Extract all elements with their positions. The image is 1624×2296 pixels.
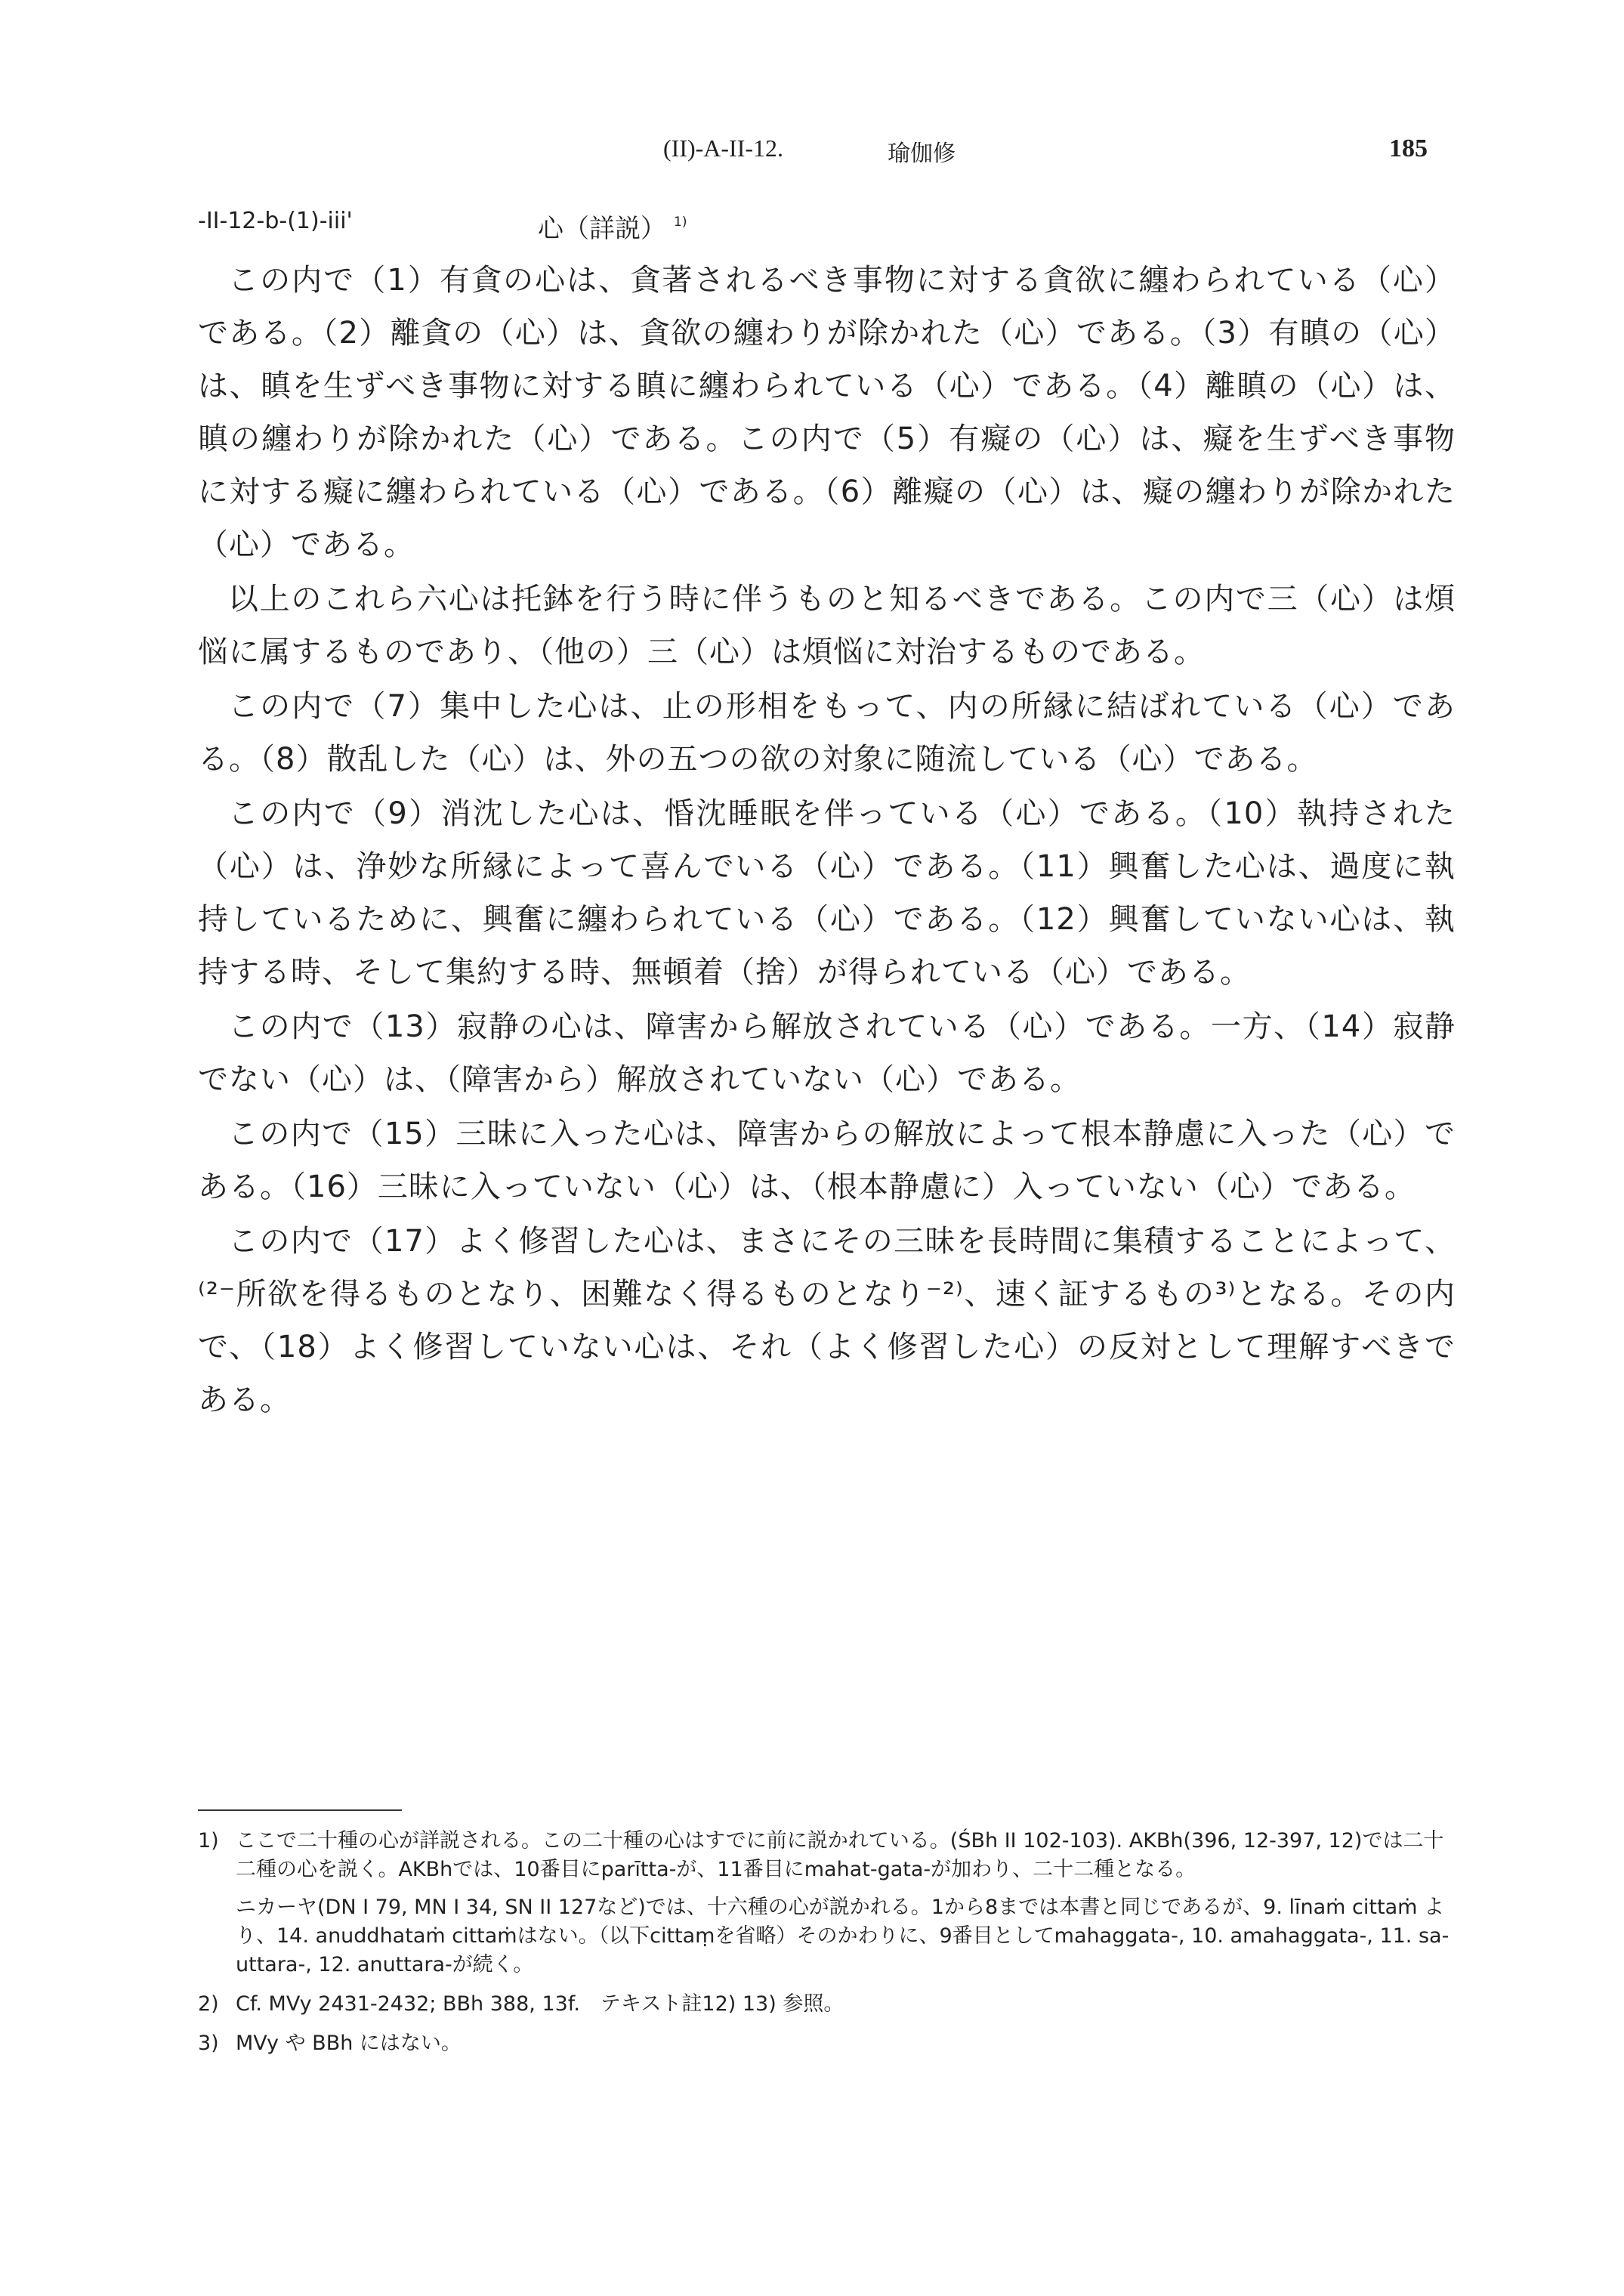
paragraph: この内で（9）消沈した心は、惛沈睡眠を伴っている（心）である。（10）執持された（心）は、浄妙な所縁によって喜んでいる（心）である。（11）興奮した心は、過度に執持しているために、興奮に纏わられている（心）である。（12）興奮していない心は、執持する時、そして集約する時、無頓着（捨）が得られている（心）である。 xyxy=(198,796,1456,990)
footnote-number: 3) xyxy=(198,2032,219,2055)
page-number: 185 xyxy=(1389,134,1428,162)
footnote-text: Cf. MVy 2431-2432; BBh 388, 13f. テキスト註12) 13) 参照。 xyxy=(236,1992,844,2016)
running-head-code: (II)-A-II-12. xyxy=(663,134,784,162)
paragraph: 以上のこれら六心は托鉢を行う時に伴うものと知るべきである。この内で三（心）は煩悩に属するものであり、（他の）三（心）は煩悩に対治するものである。 xyxy=(198,582,1456,669)
footnote-text: ここで二十種の心が詳説される。この二十種の心はすでに前に説かれている。(ŚBh II 102-103). AKBh(396, 12-397, 12)では二十二種の心を説く。AKBhでは、10番目にparītta-が、11番目にmahat-gata-が加わり、二十二種となる。 xyxy=(236,1829,1444,1881)
footnote-number: 2) xyxy=(198,1992,219,2016)
footnote-text: MVy や BBh にはない。 xyxy=(236,2032,462,2055)
footnote-ref[interactable]: 1) xyxy=(674,215,687,230)
footnote-divider xyxy=(198,1809,402,1811)
paragraph: この内で（1）有貪の心は、貪著されるべき事物に対する貪欲に纏わられている（心）である。（2）離貪の（心）は、貪欲の纏わりが除かれた（心）である。（3）有瞋の（心）は、瞋を生ずべき事物に対する瞋に纏わられている（心）である。（4）離瞋の（心）は、瞋の纏わりが除かれた（心）である。この内で（5）有癡の（心）は、癡を生ずべき事物に対する癡に纏わられている（心）である。（6）離癡の（心）は、癡の纏わりが除かれた（心）である。 xyxy=(198,263,1456,562)
running-head xyxy=(650,134,1428,172)
paragraph: この内で（17）よく修習した心は、まさにその三昧を長時間に集積することによって、⁽²⁻所欲を得るものとなり、困難なく得るものとなり⁻²⁾、速く証するもの³⁾となる。その内で、（18）よく修習していない心は、それ（よく修習した心）の反対として理解すべきである。 xyxy=(198,1224,1456,1417)
footnote-number: 1) xyxy=(198,1829,219,1853)
section-code: -II-12-b-(1)-iii' xyxy=(198,208,353,234)
section-title xyxy=(538,208,687,245)
footnote xyxy=(198,2029,1459,2058)
running-head-title: 瑜伽修 xyxy=(888,141,956,167)
footnote-continuation: ニカーヤ(DN I 79, MN I 34, SN II 127など)では、十六種の心が説かれる。1から8までは本書と同じであるが、9. līnaṁ cittaṁ より、14. anuddhataṁ cittaṁはない。（以下cittaṃを省略）そのかわりに、9番目としてmahaggata-, 10. amahaggata-, 11. sa-uttara-, 12. anuttara-が続く。 xyxy=(236,1896,1450,1976)
body-text xyxy=(198,254,1456,1428)
footnote xyxy=(198,1827,1459,1979)
paragraph: この内で（15）三昧に入った心は、障害からの解放によって根本静慮に入った（心）である。（16）三昧に入っていない（心）は、（根本静慮に）入っていない（心）である。 xyxy=(198,1117,1456,1204)
paragraph: この内で（13）寂静の心は、障害から解放されている（心）である。一方、（14）寂静でない（心）は、（障害から）解放されていない（心）である。 xyxy=(198,1009,1456,1097)
footnote xyxy=(198,1990,1459,2019)
paragraph: この内で（7）集中した心は、止の形相をもって、内の所縁に結ばれている（心）である。（8）散乱した（心）は、外の五つの欲の対象に随流している（心）である。 xyxy=(198,689,1456,777)
section-heading xyxy=(198,208,1444,246)
section-title-text: 心（詳説） xyxy=(538,214,666,244)
footnotes xyxy=(198,1827,1459,2069)
